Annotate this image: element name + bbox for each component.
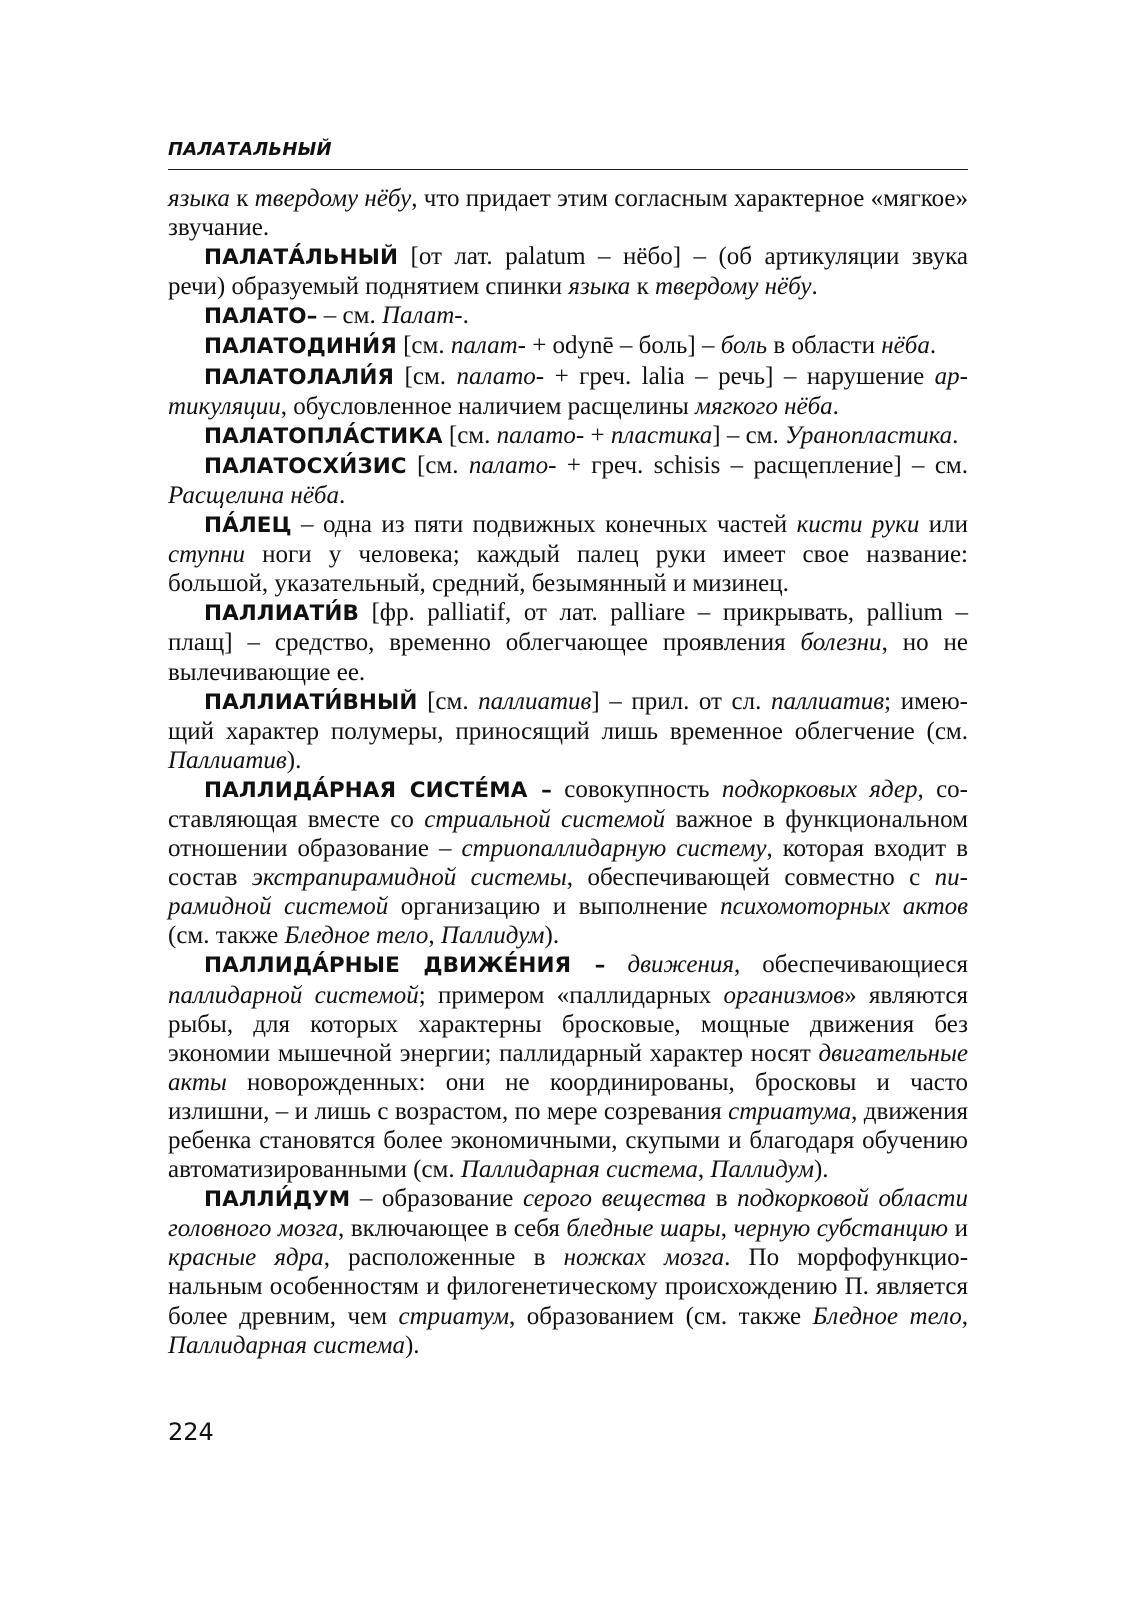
italic-term: Паллидум <box>710 1156 814 1184</box>
italic-term: стриатума <box>728 1097 852 1125</box>
entry-text: к <box>229 185 255 212</box>
entry-text: . По морфофункциональным особенностям и филогенетическому происхождению П. является более древним, чем <box>168 1244 969 1330</box>
italic-term: психомоторных актов <box>720 893 968 921</box>
page-number: 224 <box>168 1418 214 1446</box>
italic-term: палато- <box>496 421 585 449</box>
entry-headword: ПАЛАТОЛАЛИ́Я <box>204 364 395 390</box>
entry-text: ; примером «паллидарных <box>418 981 724 1009</box>
entry-text: . <box>811 273 818 301</box>
entry-text: . <box>462 302 469 330</box>
entry-text: к <box>630 273 655 301</box>
entry-headword: ПАЛАТА́ЛЬНЫЙ <box>204 245 399 271</box>
italic-term: Паллидарная система <box>168 1331 405 1359</box>
italic-term: стриальной системой <box>424 805 666 833</box>
entry-text: [от лат. palatum – нёбо] – (об артикуляции звука речи) образуемый поднятием спинки <box>168 243 968 301</box>
italic-term: болезни <box>800 629 882 657</box>
dictionary-entry <box>168 451 968 510</box>
italic-term: стриатум <box>398 1302 510 1330</box>
entry-text: в области <box>767 332 882 360</box>
italic-term: языка <box>568 273 631 301</box>
italic-term: палато- <box>468 451 557 479</box>
italic-term: красные ядра <box>168 1244 324 1272</box>
entry-text: + <box>584 421 611 449</box>
entry-text: , движения ребенка становятся более экономичными, скупыми и благодаря обучению автоматизированными (см. <box>168 1097 969 1184</box>
entry-text: , обеспечивающей совместно с <box>566 864 935 892</box>
dictionary-entry <box>168 950 968 1184</box>
entry-text: – см. <box>317 302 382 330</box>
entry-text: [см. <box>417 687 479 715</box>
italic-term: пирамидной системой <box>168 864 968 921</box>
entry-text: , что придает этим согласным характерное «мягкое» звучание. <box>168 185 968 242</box>
italic-term: нёба <box>881 332 930 360</box>
italic-term: движения <box>627 951 735 979</box>
entry-text: [см. <box>394 362 457 390</box>
entry-headword: ПАЛЛИАТИ́ВНЫЙ <box>204 689 418 715</box>
entry-headword: ПАЛЛИАТИ́В <box>204 601 359 627</box>
italic-term: палато- <box>456 362 545 390</box>
entry-headword: ПАЛАТО– <box>204 304 318 330</box>
entry-text <box>605 951 627 978</box>
italic-term: Бледное тело <box>284 922 429 950</box>
entry-text: ). <box>813 1156 829 1184</box>
entry-text: , расположенные в <box>323 1244 564 1272</box>
italic-term: Паллидум <box>440 922 545 950</box>
entry-text: [см. <box>396 332 451 360</box>
entry-text: ; имеющий характер полумеры, приносящий лишь временное облегчение (см. <box>168 687 968 745</box>
entry-text: + греч. lalia – речь] – нарушение <box>544 362 935 390</box>
entry-text: ноги у человека; каждый палец руки имеет свое название: большой, указательный, средний, безымянный и мизинец. <box>168 541 968 598</box>
entry-text: + odynē – боль] – <box>525 332 721 360</box>
italic-term: палат- <box>450 332 526 360</box>
entry-text: . <box>339 481 346 509</box>
entry-text: . <box>952 421 959 449</box>
italic-term: экстрапирамидной системы <box>251 864 567 892</box>
entry-text: – одна из пяти подвижных конечных частей <box>291 511 797 539</box>
entry-text: , которая входит в состав <box>168 835 968 892</box>
italic-term: черную субстанцию <box>733 1215 949 1243</box>
italic-term: подкорковых ядер <box>721 775 918 803</box>
italic-term: Паллиатив <box>168 746 287 774</box>
italic-term: мягкого нёба <box>695 392 833 420</box>
entry-text: [фр. palliatif, от лат. palliare – прикрывать, pallium – плащ] – средство, временно облегчающее проявления <box>168 599 968 657</box>
entry-text: ). <box>286 746 302 774</box>
italic-term: ступни <box>168 541 246 569</box>
entry-text: , <box>697 1156 711 1184</box>
italic-term: артикуляции <box>168 362 968 420</box>
italic-term: серого вещества <box>522 1185 707 1213</box>
entry-headword: ПАЛЛИДА́РНЫЕ ДВИЖЕ́НИЯ – <box>204 953 606 979</box>
entry-text: , обусловленное наличием расщелины <box>280 392 695 420</box>
italic-term: организмов <box>723 981 845 1009</box>
dictionary-entry <box>168 421 968 451</box>
italic-term: паллиатив <box>770 687 885 715</box>
entry-text: , составляющая вместе со <box>168 775 968 833</box>
entry-text: ). <box>544 922 560 950</box>
entry-headword: ПАЛАТОПЛА́СТИКА <box>204 423 443 449</box>
italic-term: стриопаллидарную систему <box>461 835 767 863</box>
entry-text: , обеспечивающиеся <box>734 951 969 979</box>
entry-text: , <box>720 1215 734 1243</box>
entry-text: + греч. schisis – расщепление] – см. <box>556 451 968 479</box>
dictionary-entry <box>168 362 968 421</box>
entry-text: , включающее в себя <box>338 1215 567 1243</box>
entry-headword: ПАЛАТОСХИ́ЗИС <box>204 453 407 479</box>
entry-text: ] – см. <box>712 421 786 449</box>
entry-continuation <box>168 184 968 242</box>
entry-headword: ПАЛЛИДА́РНАЯ СИСТЕ́МА – <box>204 777 552 803</box>
italic-term: паллиатив <box>478 687 592 715</box>
header-rule <box>168 169 968 170</box>
italic-term: твердому нёбу <box>254 185 412 212</box>
italic-term: пластика <box>610 421 713 449</box>
italic-term: двигательные акты <box>168 1039 968 1096</box>
entry-text: ). <box>404 1331 420 1359</box>
dictionary-entry <box>168 301 968 331</box>
entry-text: [см. <box>442 421 497 449</box>
italic-term: языка <box>168 185 230 212</box>
dictionary-entry <box>168 775 968 951</box>
entry-text: новорожденных: они не координированы, бросковы и часто излишни, – и лишь с возрастом, по мере созревания <box>168 1068 968 1125</box>
entry-text: . <box>832 392 839 420</box>
entry-text: , <box>428 922 441 950</box>
running-head: ПАЛАТАЛЬНЫЙ <box>168 139 332 160</box>
dictionary-entry <box>168 510 968 598</box>
entry-text: » являются рыбы, для которых характерны бросковые, мощные движения без экономии мышечной энергии; паллидарный характер носят <box>168 981 968 1067</box>
entry-text: в <box>706 1185 738 1213</box>
italic-term: боль <box>720 332 768 360</box>
entry-text: , <box>961 1302 969 1330</box>
entry-text: . <box>929 332 937 360</box>
entry-text: [см. <box>406 451 469 479</box>
italic-term: Паллидарная система <box>460 1156 698 1184</box>
italic-term: Палат- <box>381 302 463 330</box>
dictionary-entries <box>168 184 968 1360</box>
italic-term: кисти руки <box>796 511 920 539</box>
italic-term: ножках мозга <box>563 1244 725 1272</box>
entry-text: организацию и выполнение <box>388 893 721 921</box>
entry-text: важное в функциональном отношении образование – <box>168 805 968 863</box>
entry-text: или <box>919 511 968 539</box>
italic-term: паллидарной системой <box>168 981 419 1009</box>
italic-term: бледные шары <box>566 1215 721 1243</box>
entry-text: ] – прил. от сл. <box>591 687 771 715</box>
dictionary-entry <box>168 687 968 775</box>
entry-text: , но не вылечивающие ее. <box>168 629 968 686</box>
dictionary-entry <box>168 242 968 301</box>
entry-text: (см. также <box>168 922 285 950</box>
italic-term: твердому нёбу <box>654 273 812 301</box>
entry-text: – образование <box>350 1185 523 1213</box>
entry-text: , образованием (см. также <box>509 1302 813 1330</box>
italic-term: Бледное тело <box>812 1302 962 1330</box>
entry-text: и <box>948 1215 969 1243</box>
dictionary-entry <box>168 331 968 361</box>
italic-term: Расщелина нёба <box>168 481 340 509</box>
entry-headword: ПАЛАТОДИНИ́Я <box>204 334 397 360</box>
italic-term: Уранопластика <box>785 421 953 449</box>
entry-text: совокупность <box>551 775 722 803</box>
entry-headword: ПА́ЛЕЦ <box>204 513 292 539</box>
dictionary-entry <box>168 1184 968 1360</box>
entry-headword: ПАЛЛИ́ДУМ <box>204 1187 351 1213</box>
italic-term: подкорковой области головного мозга <box>168 1185 968 1243</box>
dictionary-entry <box>168 598 968 686</box>
